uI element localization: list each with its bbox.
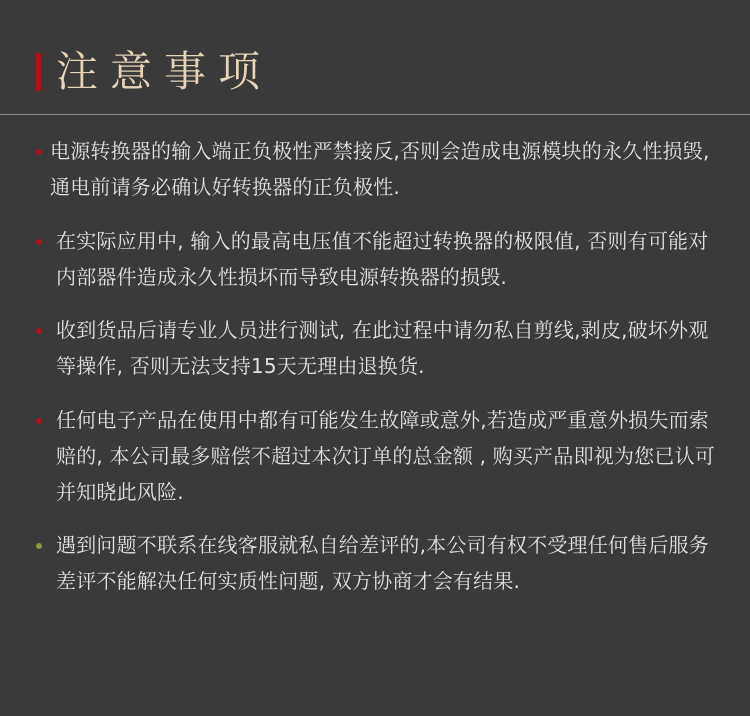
bullet-dot-icon (36, 328, 42, 334)
note-text: 遇到问题不联系在线客服就私自给差评的,本公司有权不受理任何售后服务差评不能解决任何实质性问题, 双方协商才会有结果. (56, 533, 709, 593)
note-text: 在实际应用中, 输入的最高电压值不能超过转换器的极限值, 否则有可能对内部器件造成永久性损坏而导致电源转换器的损毁. (56, 229, 709, 289)
bullet-dot-icon (36, 149, 42, 155)
bullet-dot-icon (36, 239, 42, 245)
title-accent-bar (36, 53, 41, 91)
header (0, 0, 750, 115)
note-text: 收到货品后请专业人员进行测试, 在此过程中请勿私自剪线,剥皮,破坏外观等操作, 否则无法支持15天无理由退换货. (56, 318, 709, 378)
note-text: 电源转换器的输入端正负极性严禁接反,否则会造成电源模块的永久性损毁,通电前请务必确认好转换器的正负极性. (50, 139, 710, 199)
page-title: 注意事项 (56, 47, 273, 96)
note-text: 任何电子产品在使用中都有可能发生故障或意外,若造成严重意外损失而索赔的, 本公司最多赔偿不超过本次订单的总金额 , 购买产品即视为您已认可并知晓此风险. (56, 408, 715, 504)
bullet-dot-icon (36, 543, 42, 549)
header-divider (0, 114, 750, 115)
bullet-dot-icon (36, 418, 42, 424)
